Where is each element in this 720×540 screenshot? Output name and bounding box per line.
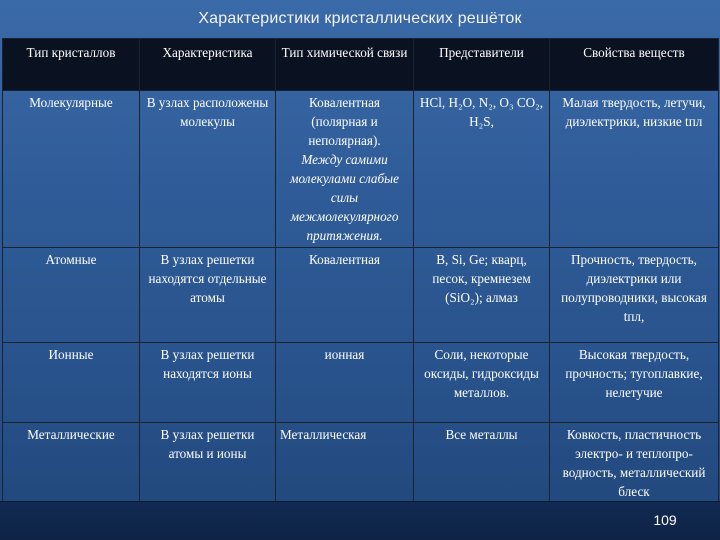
bond-text: Ковалентная (полярная и неполярная). [308,95,381,148]
slide-title: Характеристики кристаллических решёток [198,10,522,27]
cell-representatives: B, Si, Ge; кварц, песок, кремнезем (SiO₂); алмаз [414,248,550,343]
cell-characteristic: В узлах решетки находятся ионы [140,343,276,423]
header-crystal-type: Тип кристаллов [3,39,140,91]
cell-bond: Ковалентная [276,248,414,343]
cell-representatives: Все металлы [414,423,550,504]
cell-properties: Высокая твердость, прочность; тугоплавкие, нелетучие [550,343,719,423]
footer-band [0,501,720,540]
cell-type: Металлические [3,423,140,504]
bond-note: Между самими молекулами слабые силы межмолекулярного притяжения. [290,152,399,243]
cell-bond: ионная [276,343,414,423]
crystal-lattice-table [2,38,719,504]
cell-characteristic: В узлах расположены молекулы [140,91,276,248]
header-properties: Свойства веществ [550,39,719,91]
cell-properties: Прочность, твердость, диэлектрики или полупроводники, высокая tпл, [550,248,719,343]
header-characteristic: Характеристика [140,39,276,91]
cell-representatives: HCl, H₂O, N₂, O₃ CO₂, H₂S, [414,91,550,248]
page-number: 109 [653,512,677,528]
header-bond-type: Тип химической связи [276,39,414,91]
cell-properties: Ковкость, пластичность электро- и теплопро-водность, металлический блеск [550,423,719,504]
table-row [3,423,719,504]
table-row [3,343,719,423]
cell-properties: Малая твердость, летучи, диэлектрики, низкие tпл [550,91,719,248]
cell-type: Ионные [3,343,140,423]
table-row [3,248,719,343]
cell-bond: Металлическая [276,423,414,504]
table-row [3,91,719,248]
header-representatives: Представители [414,39,550,91]
table-header-row [3,39,719,91]
cell-type: Атомные [3,248,140,343]
cell-bond [276,91,414,248]
cell-type: Молекулярные [3,91,140,248]
cell-representatives: Соли, некоторые оксиды, гидроксиды металлов. [414,343,550,423]
cell-characteristic: В узлах решетки находятся отдельные атомы [140,248,276,343]
cell-characteristic: В узлах решетки атомы и ионы [140,423,276,504]
